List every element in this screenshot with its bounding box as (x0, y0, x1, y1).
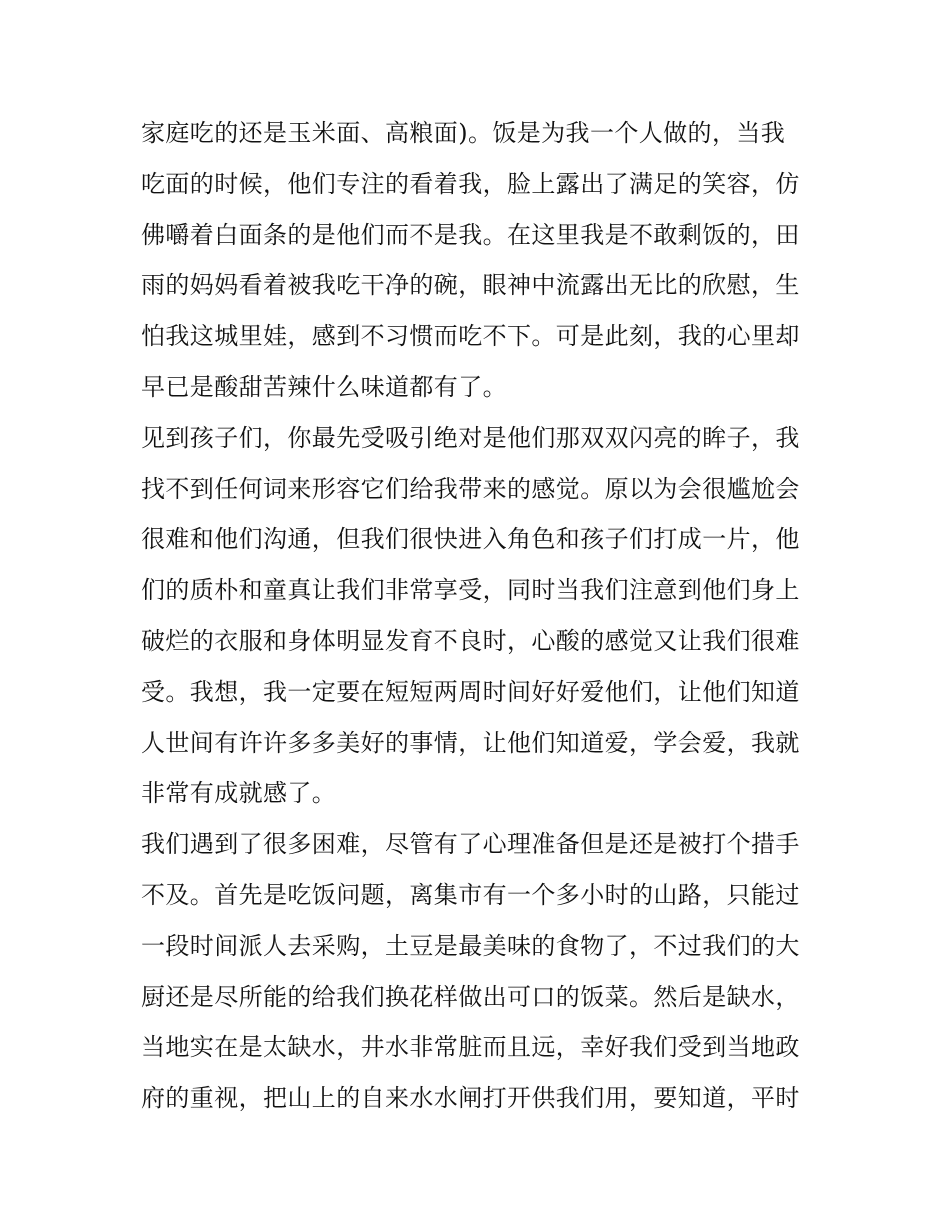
text-line: 很难和他们沟通，但我们很快进入角色和孩子们打成一片，他 (141, 525, 800, 554)
text-line: 我们遇到了很多困难，尽管有了心理准备但是还是被打个措手 (141, 830, 800, 859)
text-line: 人世间有许许多多美好的事情，让他们知道爱，学会爱，我就 (141, 728, 800, 757)
text-line: 府的重视，把山上的自来水水闸打开供我们用，要知道，平时 (141, 1084, 800, 1113)
text-line: 早已是酸甜苦辣什么味道都有了。 (141, 372, 507, 401)
text-line: 家庭吃的还是玉米面、高粮面)。饭是为我一个人做的，当我 (141, 119, 786, 147)
paragraph-1 (141, 108, 821, 413)
text-line: 非常有成就感了。 (141, 779, 337, 808)
text-line: 一段时间派人去采购，土豆是最美味的食物了，不过我们的大 (141, 931, 800, 960)
document-body (141, 108, 821, 1124)
text-line: 佛嚼着白面条的是他们而不是我。在这里我是不敢剩饭的，田 (141, 220, 800, 249)
text-line: 受。我想，我一定要在短短两周时间好好爱他们，让他们知道 (141, 677, 800, 706)
text-line: 怕我这城里娃，感到不习惯而吃不下。可是此刻，我的心里却 (141, 322, 800, 351)
text-line: 不及。首先是吃饭问题，离集市有一个多小时的山路，只能过 (141, 880, 800, 909)
text-line: 找不到任何词来形容它们给我带来的感觉。原以为会很尴尬会 (141, 474, 800, 503)
text-line: 当地实在是太缺水，井水非常脏而且远，幸好我们受到当地政 (141, 1033, 800, 1062)
paragraph-3 (141, 819, 821, 1124)
paragraph-2 (141, 413, 821, 819)
text-line: 吃面的时候，他们专注的看着我，脸上露出了满足的笑容，仿 (141, 169, 800, 198)
text-line: 们的质朴和童真让我们非常享受，同时当我们注意到他们身上 (141, 576, 800, 605)
text-line: 厨还是尽所能的给我们换花样做出可口的饭菜。然后是缺水， (141, 982, 800, 1011)
text-line: 见到孩子们，你最先受吸引绝对是他们那双双闪亮的眸子，我 (141, 423, 800, 452)
text-line: 雨的妈妈看着被我吃干净的碗，眼神中流露出无比的欣慰，生 (141, 271, 800, 300)
text-line: 破烂的衣服和身体明显发育不良时，心酸的感觉又让我们很难 (141, 626, 800, 655)
